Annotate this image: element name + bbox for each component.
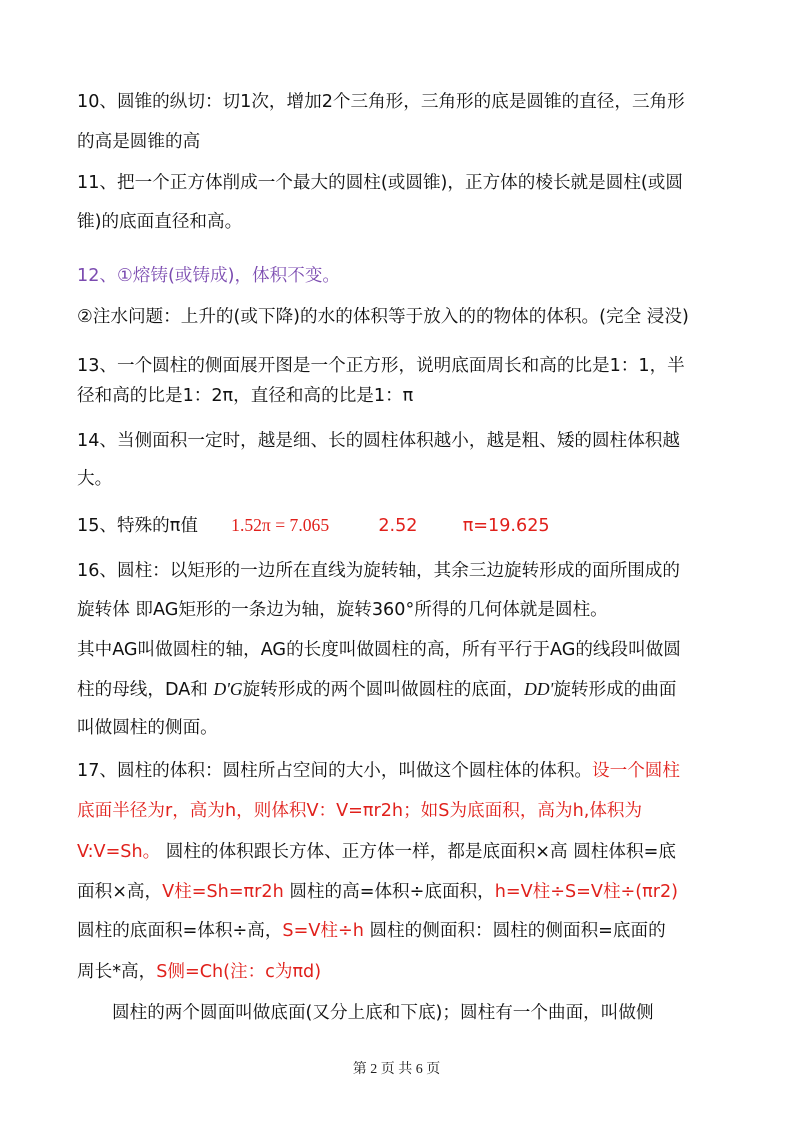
item-13-line-1: 13、一个圆柱的侧面展开图是一个正方形，说明底面周长和高的比是1：1，半 xyxy=(77,356,685,376)
item-16-text-a: 柱的母线，DA和 xyxy=(77,680,214,700)
item-17-line-6 xyxy=(77,961,727,983)
item-15-value-1: 1.52π = 7.065 xyxy=(231,515,330,535)
item-10-line-1: 10、圆锥的纵切：切1次，增加2个三角形，三角形的底是圆锥的直径，三角形 xyxy=(77,92,685,112)
item-15-line xyxy=(77,514,727,537)
item-17-highlight-a: 设一个圆柱 xyxy=(592,761,680,781)
item-17-line-1 xyxy=(77,760,727,782)
item-17-formula-volume: V柱=Sh=πr2h xyxy=(162,882,284,902)
item-17-formula-height: h=V柱÷S=V柱÷(πr2) xyxy=(494,882,679,902)
item-12-line-1: 12、①熔铸(或铸成)，体积不变。 xyxy=(77,266,341,286)
item-16-line-3: 其中AG叫做圆柱的轴，AG的长度叫做圆柱的高，所有平行于AG的线段叫做圆 xyxy=(77,640,681,660)
item-16-line-4 xyxy=(77,678,727,701)
item-16-line-5: 叫做圆柱的侧面。 xyxy=(77,718,218,738)
item-13-line-2: 径和高的比是1：2π，直径和高的比是1：π xyxy=(77,386,414,406)
item-11-line-1: 11、把一个正方体削成一个最大的圆柱(或圆锥)，正方体的棱长就是圆柱(或圆 xyxy=(77,173,683,193)
item-17-text-a: 17、圆柱的体积：圆柱所占空间的大小，叫做这个圆柱体的体积。 xyxy=(77,761,593,781)
item-17-text-f1: 周长*高， xyxy=(77,962,157,982)
item-18-line-1: 圆柱的两个圆面叫做底面(又分上底和下底)；圆柱有一个曲面，叫做侧 xyxy=(112,1003,654,1023)
item-15-label: 15、特殊的π值 xyxy=(77,516,198,536)
item-16-text-c: 旋转形成的曲面 xyxy=(553,680,677,700)
segment-dg-label: D'G xyxy=(213,679,243,699)
item-15-value-3: π=19.625 xyxy=(462,516,550,536)
item-17-text-c: 圆柱的体积跟长方体、正方体一样，都是底面积×高 圆柱体积=底 xyxy=(160,842,676,862)
item-10-line-2: 的高是圆锥的高 xyxy=(77,132,201,152)
item-11-line-2: 锥)的底面直径和高。 xyxy=(77,212,243,232)
item-17-line-5 xyxy=(77,920,727,942)
item-17-text-e1: 圆柱的底面积=体积÷高， xyxy=(77,921,283,941)
item-16-line-2: 旋转体 即AG矩形的一条边为轴，旋转360°所得的几何体就是圆柱。 xyxy=(77,600,608,620)
item-15-value-2: 2.52 xyxy=(378,516,418,536)
segment-dd-label: DD' xyxy=(524,679,554,699)
item-17-text-d3: 圆柱的高=体积÷底面积， xyxy=(283,882,495,902)
item-17-text-d1: 面积×高， xyxy=(77,882,163,902)
item-17-line-2: 底面半径为r，高为h，则体积V：V=πr2h；如S为底面积，高为h,体积为 xyxy=(77,801,643,821)
item-17-formula-vsh: V:V=Sh。 xyxy=(77,842,161,862)
item-17-text-e3: 圆柱的侧面积：圆柱的侧面积=底面的 xyxy=(363,921,666,941)
item-17-formula-lateral: S侧=Ch(注：c为πd) xyxy=(156,962,322,982)
item-17-line-4 xyxy=(77,881,727,903)
item-16-text-b: 旋转形成的两个圆叫做圆柱的底面， xyxy=(242,680,525,700)
item-17-formula-base: S=V柱÷h xyxy=(282,921,364,941)
page-footer: 第 2 页 共 6 页 xyxy=(352,1062,441,1077)
item-16-line-1: 16、圆柱：以矩形的一边所在直线为旋转轴，其余三边旋转形成的面所围成的 xyxy=(77,561,680,581)
item-12-line-2: ②注水问题：上升的(或下降)的水的体积等于放入的的物体的体积。(完全 浸没) xyxy=(77,307,689,327)
item-14-line-2: 大。 xyxy=(77,469,113,489)
item-17-line-3 xyxy=(77,841,727,863)
item-14-line-1: 14、当侧面积一定时，越是细、长的圆柱体积越小，越是粗、矮的圆柱体积越 xyxy=(77,431,680,451)
